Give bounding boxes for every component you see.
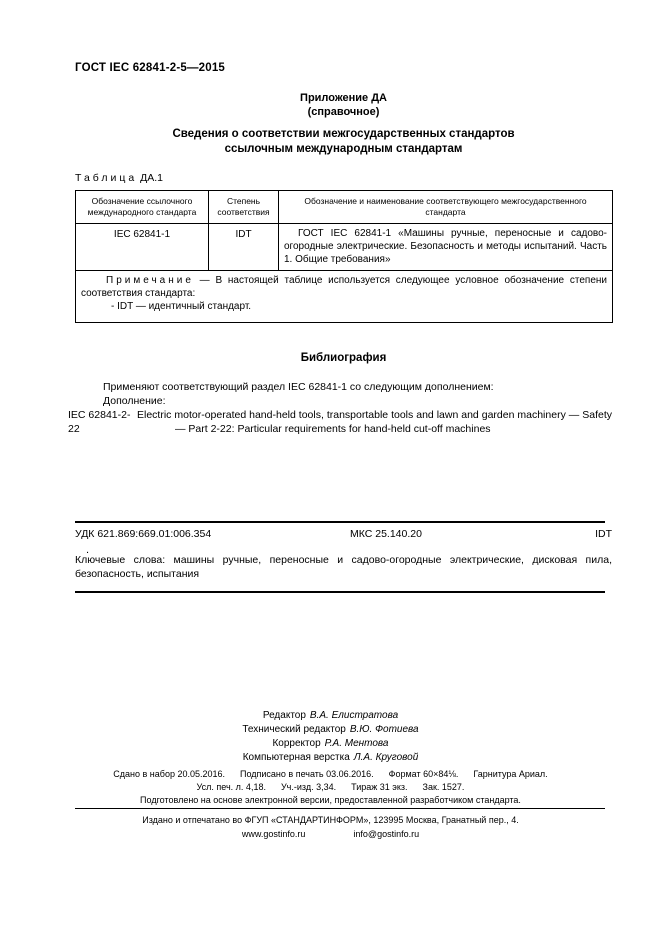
cell-degree: IDT: [209, 224, 279, 271]
keywords-text: Ключевые слова: машины ручные, переносные и садово-огородные электрические, дисковая пила, безопасность, испытания: [75, 554, 612, 580]
bibliography-reference-text: Electric motor-operated hand-held tools, transportable tools and lawn and garden machinery — Safety — Part 2-22: Particular requirements for hand-held cut-off machines: [137, 409, 612, 435]
publisher-line: Издано и отпечатано во ФГУП «СТАНДАРТИНФОРМ», 123995 Москва, Гранатный пер., 4.: [142, 815, 519, 825]
publisher-block: [0, 813, 661, 841]
bibliography-reference-code: IEC 62841-2-22: [68, 409, 131, 435]
table-caption: [75, 172, 163, 184]
print-info-line-2: Усл. печ. л. 4,18. Уч.-изд. 3,34. Тираж 31 экз. Зак. 1527.: [196, 782, 465, 792]
publisher-email: info@gostinfo.ru: [353, 829, 420, 839]
document-code: ГОСТ IEC 62841-2-5—2015: [75, 62, 226, 74]
table-header-row: [76, 191, 613, 224]
staff-line-technical-editor: [0, 723, 661, 737]
cell-reference-standard: IEC 62841-1: [76, 224, 209, 271]
horizontal-rule-middle: [75, 591, 605, 593]
staff-name: В.Ю. Фотиева: [349, 724, 419, 735]
staff-label: Технический редактор: [242, 724, 346, 735]
table-note-label: Примечание: [106, 275, 194, 286]
table-note-item: - IDT — идентичный стандарт.: [111, 301, 252, 312]
bibliography-title: Библиография: [300, 352, 387, 364]
column-header-degree: Степень соответствия: [209, 191, 279, 224]
staff-line-layout: [0, 751, 661, 765]
staff-label: Компьютерная верстка: [242, 752, 350, 763]
table-caption-number: ДА.1: [140, 172, 163, 184]
bibliography-reference: [68, 408, 612, 436]
horizontal-rule-top: [75, 521, 605, 523]
annex-title-line1: Сведения о соответствии межгосударственных стандартов: [172, 128, 515, 140]
horizontal-rule-footer: [75, 808, 605, 809]
bibliography-paragraph-2: Дополнение:: [103, 395, 166, 407]
column-header-gost-name: Обозначение и наименование соответствующего межгосударственного стандарта: [279, 191, 613, 224]
table-note-text: Примечание — В настоящей таблице используется следующее условное обозначение степени соответствия стандарта:: [81, 275, 607, 299]
cell-gost-name: ГОСТ IEC 62841-1 «Машины ручные, переносные и садово-огородные электрические. Безопасность и методы испытаний. Часть 1. Общие требования»: [279, 224, 613, 271]
annex-kind: (справочное): [307, 106, 380, 118]
annex-heading: [75, 91, 612, 119]
mks-code: МКС 25.140.20: [350, 528, 422, 540]
table-row: [76, 224, 613, 271]
publisher-website: www.gostinfo.ru: [241, 829, 306, 839]
table-note-cell: [76, 271, 613, 323]
annex-title: [75, 127, 612, 157]
print-info-line-3: Подготовлено на основе электронной версии, предоставленной разработчиком стандарта.: [140, 795, 521, 805]
table-note-row: [76, 271, 613, 323]
staff-name: В.А. Елистратова: [309, 710, 399, 721]
print-info-line-1: Сдано в набор 20.05.2016. Подписано в печать 03.06.2016. Формат 60×84⅛. Гарнитура Ариал.: [113, 769, 548, 779]
table-caption-label: Таблица: [75, 172, 138, 184]
staff-block: [0, 709, 661, 765]
footer-links: [0, 827, 661, 841]
classification-row: [75, 528, 612, 542]
staff-line-corrector: [0, 737, 661, 751]
staff-label: Корректор: [272, 738, 321, 749]
print-info-block: [0, 768, 661, 807]
bibliography-paragraph-1: Применяют соответствующий раздел IEC 62841-1 со следующим дополнением:: [103, 381, 494, 393]
annex-label: Приложение ДА: [300, 92, 387, 104]
correspondence-table: [75, 190, 613, 323]
staff-label: Редактор: [262, 710, 306, 721]
column-header-reference-standard: Обозначение ссылочного международного стандарта: [76, 191, 209, 224]
staff-line-editor: [0, 709, 661, 723]
degree-code: IDT: [595, 528, 612, 540]
annex-title-line2: ссылочным международным стандартам: [224, 143, 463, 155]
staff-name: Л.А. Круговой: [353, 752, 419, 763]
udk-code: УДК 621.869:669.01:006.354: [75, 528, 212, 540]
stray-mark: .: [86, 544, 90, 556]
staff-name: Р.А. Ментова: [324, 738, 389, 749]
